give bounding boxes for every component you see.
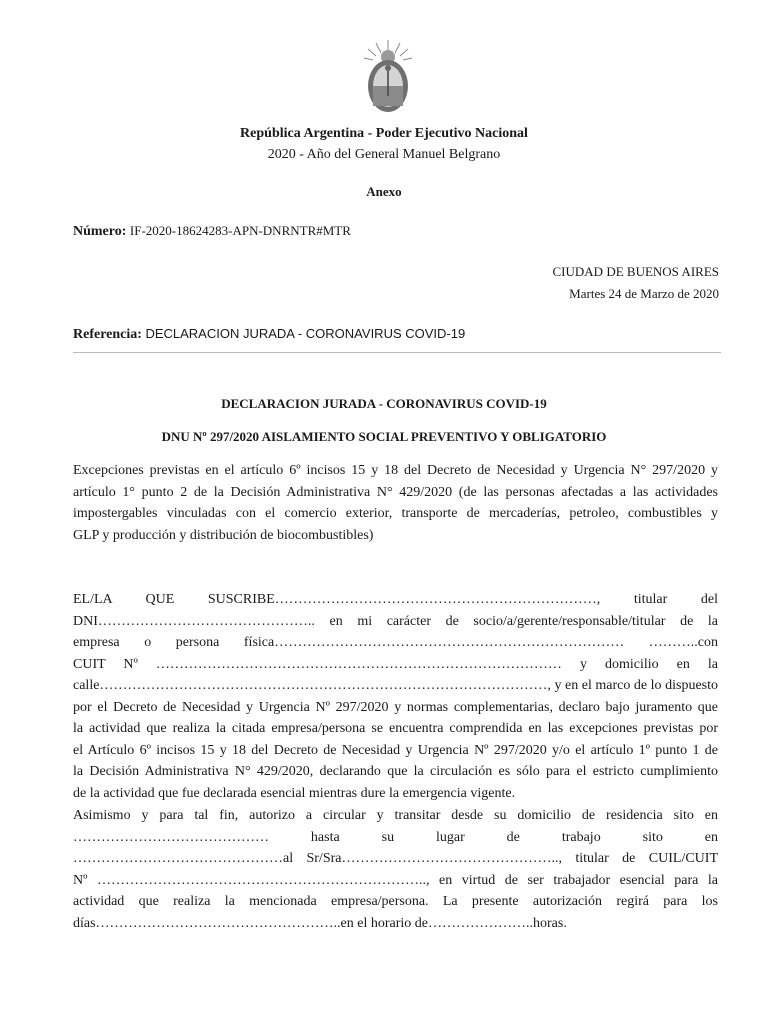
coat-of-arms-seal <box>362 38 414 116</box>
authorization-paragraph <box>73 805 718 934</box>
paragraph-line: Nº …………………………………………………………….., en virtud de ser trabajador esencial para la <box>73 872 718 888</box>
declaration-paragraph <box>73 589 718 804</box>
paragraph-line: días……………………………………………..en el horario de…………………..horas. <box>73 915 567 931</box>
paragraph-line: actividad que realiza la mencionada empresa/persona. La presente autorización regirá para los <box>73 894 718 909</box>
paragraph-line: por el Decreto de Necesidad y Urgencia Nº 297/2020 y normas complementarias, declaro bajo juramento que <box>73 699 718 715</box>
paragraph-line: de la actividad que fue declarada esencial mientras dure la emergencia vigente. <box>73 785 516 801</box>
number-label: Número: <box>73 224 127 239</box>
paragraph-line: …………………………………… hasta su lugar de trabajo sito en <box>73 829 718 845</box>
year-subtitle: 2020 - Año del General Manuel Belgrano <box>267 147 501 162</box>
paragraph-line: Excepciones previstas en el artículo 6º incisos 15 y 18 del Decreto de Necesidad y Urgencia N° 297/2020 y <box>73 463 718 478</box>
intro-paragraph <box>73 460 718 546</box>
paragraph-line: Asimismo y para tal fin, autorizo a circular y transitar desde su domicilio de residencia sito en <box>73 808 718 823</box>
republic-title: República Argentina - Poder Ejecutivo Nacional <box>240 126 528 141</box>
paragraph-line: impostergables vinculadas con el comercio exterior, transporte de mercaderías, petroleo, combustibles y <box>73 506 718 521</box>
paragraph-line: GLP y producción y distribución de biocombustibles) <box>73 527 374 543</box>
declaration-heading: DECLARACION JURADA - CORONAVIRUS COVID-19 <box>221 396 547 411</box>
paragraph-line: EL/LA QUE SUSCRIBE……………………………………………………………, titular del <box>73 592 718 607</box>
reference-row <box>73 326 465 343</box>
paragraph-line: empresa o persona física………………………………………………………………… ………..con <box>73 635 718 650</box>
paragraph-line: calle……………………………………………………………………………………, y en el marco de lo dispuesto <box>73 678 718 693</box>
paragraph-line: la Decisión Administrativa N° 429/2020, declarando que la circulación es sólo para el estricto cumplimiento <box>73 764 718 779</box>
dnu-heading: DNU Nº 297/2020 AISLAMIENTO SOCIAL PREVENTIVO Y OBLIGATORIO <box>161 429 607 444</box>
paragraph-line: el Artículo 6º incisos 15 y 18 del Decreto de Necesidad y Urgencia Nº 297/2020 y/o el artículo 1º punto 1 de <box>73 742 718 758</box>
number-row <box>73 223 351 240</box>
reference-value: DECLARACION JURADA - CORONAVIRUS COVID-19 <box>145 326 466 341</box>
paragraph-line: artículo 1° punto 2 de la Decisión Administrativa N° 429/2020 (de las personas afectadas a las actividades <box>73 484 718 500</box>
paragraph-line: DNI……………………………………….. en mi carácter de socio/a/gerente/responsable/titular de la <box>73 613 718 629</box>
paragraph-line: ………………………………………al Sr/Sra……………………………………….., titular de CUIL/CUIT <box>73 851 718 866</box>
city: CIUDAD DE BUENOS AIRES <box>552 264 719 279</box>
date: Martes 24 de Marzo de 2020 <box>569 286 719 301</box>
paragraph-line: CUIT Nº …………………………………………………………………………… y domicilio en la <box>73 656 718 672</box>
reference-label: Referencia: <box>73 327 142 342</box>
divider-line <box>73 352 721 353</box>
paragraph-line: la actividad que realiza la citada empresa/persona se encuentra comprendida en las excepciones previstas por <box>73 721 718 736</box>
number-value: IF-2020-18624283-APN-DNRNTR#MTR <box>129 223 351 238</box>
annex-heading: Anexo <box>366 184 402 199</box>
